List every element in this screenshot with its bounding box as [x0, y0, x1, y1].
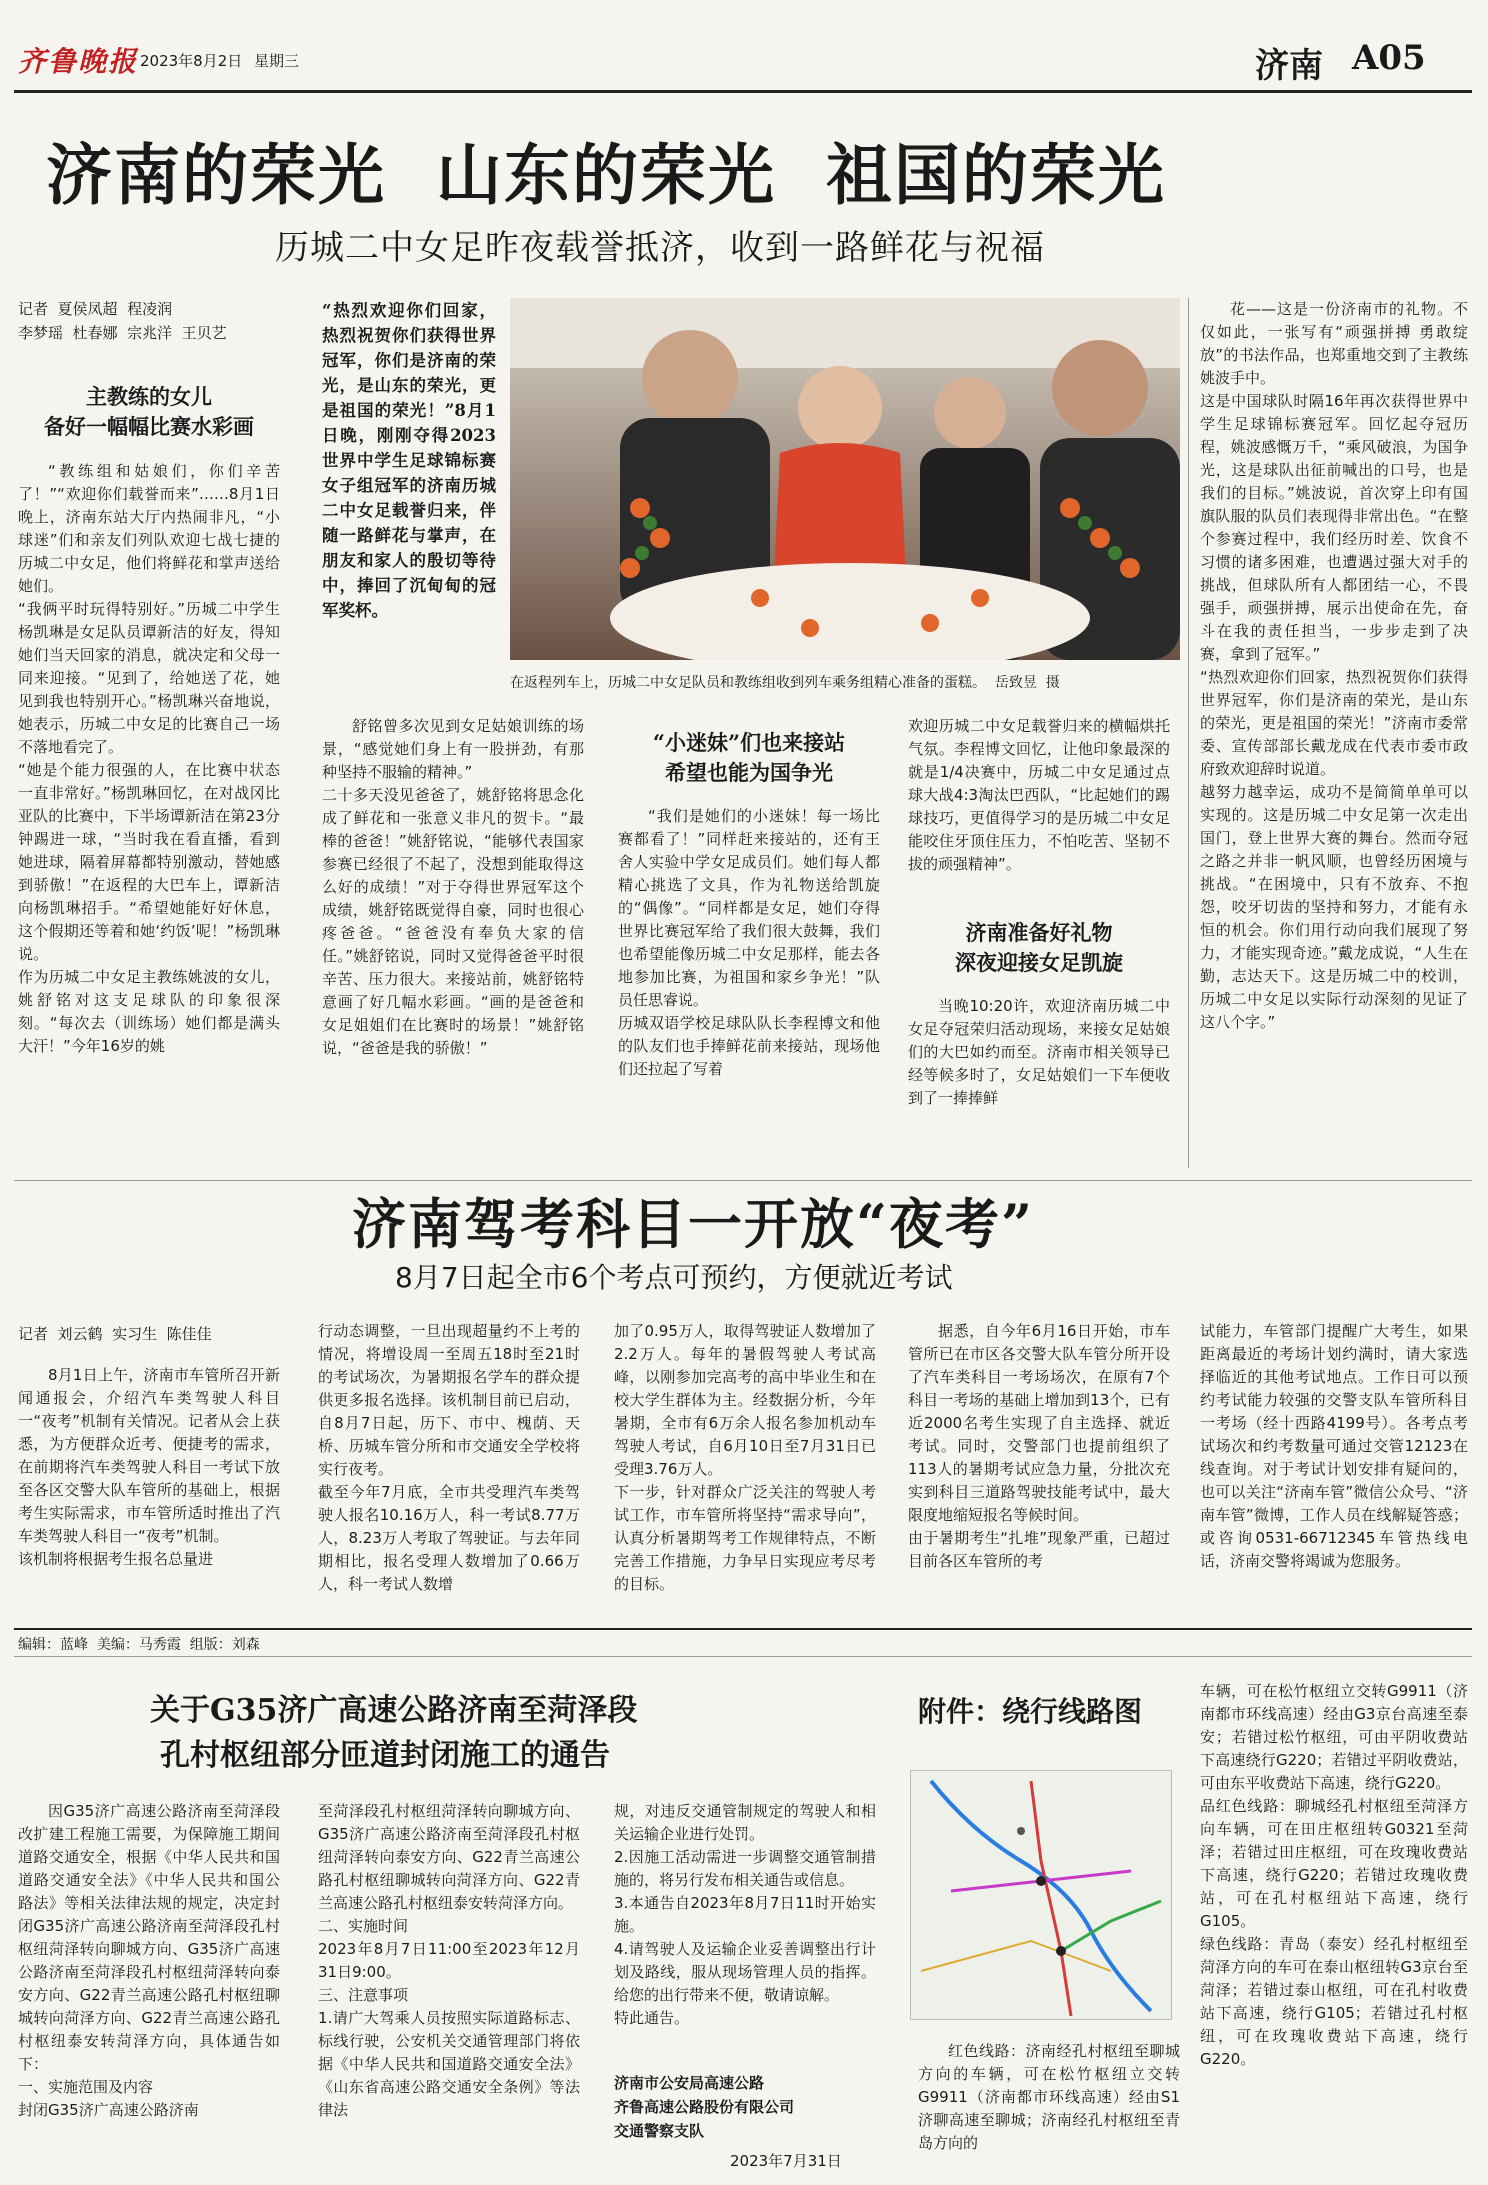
story1-subhead-2: “小迷妹”们也来接站 希望也能为国争光 — [652, 730, 846, 785]
story1-lead: “热烈欢迎你们回家，热烈祝贺你们获得世界冠军，你们是济南的荣光，是山东的荣光，更是祖国的荣光！”8月1日晚，刚刚夺得2023世界中学生足球锦标赛女子组冠军的济南历城二中女足载誉归来，伴随一路鲜花与掌声，在朋友和家人的殷切等待中，捧回了沉甸甸的冠军奖杯。 — [322, 301, 496, 620]
notice-sign-2: 齐鲁高速公路股份有限公司 — [614, 2098, 795, 2116]
notice-headline-2: 孔村枢纽部分匝道封闭施工的通告 — [160, 1738, 610, 1773]
photo-caption: 在返程列车上，历城二中女足队员和教练组收到列车乘务组精心准备的蛋糕。 岳致昱 摄 — [510, 675, 1060, 691]
story1-col4a-text: 欢迎历城二中女足载誉归来的横幅烘托气氛。李程博文回忆，让他印象最深的就是1/4决赛中，历城二中女足通过点球大战4:3淘汰巴西队，“比起她们的踢球技巧，更值得学习的是历城二中女足能咬住牙顶住压力，不怕吃苦、坚韧不拔的顽强精神”。 — [908, 717, 1170, 873]
photo-cake-train — [510, 298, 1180, 660]
story2-col1-text: 8月1日上午，济南市车管所召开新闻通报会，介绍汽车类驾驶人科目一“夜考”机制有关情况。记者从会上获悉，为方便群众近考、便捷考的需求，在前期将汽车类驾驶人科目一考试下放至各区交警大队车管所的基础上，根据考生实际需求，市车管所适时推出了汽车类驾驶人科目一“夜考”机制。 该机制将根据考生报名总量进 — [18, 1366, 280, 1568]
story1-col1 — [18, 460, 280, 1160]
detour-route-map — [911, 1771, 1172, 2020]
story1-col5-text: 花——这是一份济南市的礼物。不仅如此，一张写有“顽强拼搏 勇敢绽放”的书法作品，也郑重地交到了主教练姚波手中。 这是中国球队时隔16年再次获得世界中学生足球锦标赛冠军。回忆起夺冠历程，姚波感慨万千，“乘风破浪，为国争光，这是球队出征前喊出的口号，也是我们的目标。”姚波说，首次穿上印有国旗队服的队员们表现得非常出色。“在整个参赛过程中，我们经历时差、饮食不习惯的诸多困难，也遭遇过强大对手的挑战，但球队所有人都团结一心，不畏强手，顽强拼搏，展示出使命在先，奋斗在我的责任担当，一步步走到了决赛，拿到了冠军。” “热烈欢迎你们回家，热烈祝贺你们获得世界冠军，你们是济南的荣光，是山东的荣光，更是祖国的荣光！”济南市委常委、宣传部部长戴龙成在代表市委市政府致欢迎辞时说道。 越努力越幸运，成功不是简简单单可以实现的。这是历城二中女足第一次走出国门，登上世界大赛的舞台。然而夺冠之路之并非一帆风顺，也曾经历困境与挑战。“在困境中，只有不放弃、不抱怨，咬牙切齿的坚持和努力，才能有永恒的机会。你们用行动向我们展现了努力，才能实现奇迹。”戴龙成说，“人生在勤，志达天下。这是历城二中的校训，历城二中女足以实际行动深刻的见证了这八个字。” — [1200, 300, 1468, 1031]
story1-col1-text: “教练组和姑娘们，你们辛苦了！”“欢迎你们载誉而来”……8月1日晚上，济南东站大厅内热闹非凡，“小球迷”们和亲友们列队欢迎七战七捷的历城二中女足，他们将鲜花和掌声送给她们。 “我俩平时玩得特别好。”历城二中学生杨凯琳是女足队员谭新洁的好友，得知她们当天回家的消息，就决定和父母一同来迎接。“见到了，给她送了花，她见到我也特别开心。”杨凯琳兴奋地说，她表示，历城二中女足的比赛自己一场不落地看完了。 “她是个能力很强的人，在比赛中状态一直非常好。”杨凯琳回忆，在对战冈比亚队的比赛中，下半场谭新洁在第23分钟踢进一球，“当时我在看直播，看到她进球，隔着屏幕都特别激动，替她感到骄傲！”在返程的大巴车上，谭新洁向杨凯琳招手。“希望她能好好休息，这个假期还等着和她‘约饭’呢！”杨凯琳说。 作为历城二中女足主教练姚波的女儿，姚舒铭对这支足球队的印象很深刻。“每次去（训练场）她们都是满头大汗！”今年16岁的姚 — [18, 462, 280, 1055]
notice-col3 — [614, 1800, 876, 2070]
story1-col2 — [322, 715, 584, 1175]
story1-col5 — [1200, 298, 1468, 1178]
story2-subheadline: 8月7日起全市6个考点可预约，方便就近考试 — [395, 1261, 953, 1294]
story1-subheadline: 历城二中女足昨夜载誉抵济，收到一路鲜花与祝福 — [275, 228, 1045, 268]
story2-col3 — [614, 1320, 876, 1626]
masthead-rule — [14, 90, 1472, 93]
newspaper-logo: 齐鲁晚报 — [18, 45, 139, 78]
story2-col3-text: 加了0.95万人，取得驾驶证人数增加了2.2万人。每年的暑假驾驶人考试高峰，以刚参加完高考的高中毕业生和在校大学生群体为主。经数据分析，今年暑期，全市有6万余人报名参加机动车驾驶人考试，自6月10日至7月31日已受理3.76万人。 下一步，针对群众广泛关注的驾驶人考试工作，市车管所将坚持“需求导向”，认真分析暑期驾考工作规律特点，不断完善工作措施，力争早日实现应考尽考的目标。 — [614, 1322, 876, 1593]
story2-col4-text: 据悉，自今年6月16日开始，市车管所已在市区各交警大队车管分所开设了汽车类科目一考场场次，在原有7个科目一考场的基础上增加到13个，已有近2000名考生实现了自主选择、就近考试。同时，交警部门也提前组织了113人的暑期考试应急力量，分批次充实到科目三道路驾驶技能考试中，最大限度地缩短报名等候时间。 由于暑期考生“扎堆”现象严重，已超过目前各区车管所的考 — [908, 1322, 1170, 1570]
detour-map — [910, 1770, 1172, 2020]
story2-col5 — [1200, 1320, 1468, 1626]
story2-headline: 济南驾考科目一开放“夜考” — [352, 1192, 1035, 1256]
notice-sign-date: 2023年7月31日 — [730, 2152, 842, 2170]
story2-col2 — [318, 1320, 580, 1626]
notice-col2 — [318, 1800, 580, 2180]
story1-subhead-1: 主教练的女儿 备好一幅幅比赛水彩画 — [44, 384, 254, 439]
story1-col4b-text: 当晚10:20许，欢迎济南历城二中女足夺冠荣归活动现场，来接女足姑娘们的大巴如约而至。济南市相关领导已经等候多时了，女足姑娘们一下车便收到了一捧捧鲜 — [908, 997, 1170, 1107]
notice-sign-1: 济南市公安局高速公路 — [614, 2074, 765, 2092]
story1-col4b — [908, 995, 1170, 1175]
story1-subhead-3: 济南准备好礼物 深夜迎接女足凯旋 — [955, 920, 1123, 975]
editors-credit: 编辑：蓝峰 美编：马秀霞 组版：刘森 — [18, 1637, 260, 1653]
story1-byline-2: 李梦瑶 杜春娜 宗兆洋 王贝艺 — [18, 324, 227, 342]
attachment-title: 附件：绕行线路图 — [918, 1695, 1143, 1728]
editor-rule-bottom — [14, 1656, 1472, 1657]
story2-col1 — [18, 1364, 280, 1626]
story2-col2-text: 行动态调整，一旦出现超量约不上考的情况，将增设周一至周五18时至21时的考试场次，为暑期报名学车的群众提供更多报名选择。该机制目前已启动，自8月7日起，历下、市中、槐荫、天桥、历城车管分所和市交通安全学校将实行夜考。 截至今年7月底，全市共受理汽车类驾驶人报名10.16万人，科一考试8.77万人，8.23万人考取了驾驶证。与去年同期相比，报名受理人数增加了0.66万人，科一考试人数增 — [318, 1322, 580, 1593]
story2-top-rule — [14, 1180, 1472, 1181]
story2-byline: 记者 刘云鹤 实习生 陈佳佳 — [18, 1325, 212, 1343]
issue-weekday: 星期三 — [254, 52, 300, 70]
notice-headline-1: 关于G35济广高速公路济南至菏泽段 — [150, 1693, 638, 1728]
story1-col3 — [618, 805, 880, 1175]
page-number: A05 — [1352, 38, 1426, 78]
map-caption — [918, 2040, 1180, 2180]
notice-col3-text: 规，对违反交通管制规定的驾驶人和相关运输企业进行处罚。 2.因施工活动需进一步调整交通管制措施的，将另行发布相关通告或信息。 3.本通告自2023年8月7日11时开始实施。 4.请驾驶人及运输企业妥善调整出行计划及路线，服从现场管理人员的指挥。给您的出行带来不便，敬请谅解。 特此通告。 — [614, 1802, 876, 2027]
notice-col1-text: 因G35济广高速公路济南至菏泽段改扩建工程施工需要，为保障施工期间道路交通安全，根据《中华人民共和国道路交通安全法》《中华人民共和国公路法》等相关法律法规的规定，决定封闭G35济广高速公路济南至菏泽段孔村枢纽菏泽转向聊城方向、G35济广高速公路济南至菏泽段孔村枢纽菏泽转向泰安方向、G22青兰高速公路孔村枢纽聊城转向菏泽方向、G22青兰高速公路孔村枢纽泰安转菏泽方向，具体通告如下： 一、实施范围及内容 封闭G35济广高速公路济南 — [18, 1802, 280, 2119]
notice-col5-text: 车辆，可在松竹枢纽立交转G9911（济南都市环线高速）经由G3京台高速至泰安；若错过松竹枢纽，可由平阴收费站下高速绕行G220；若错过平阴收费站，可由东平收费站下高速，绕行G220。 品红色线路：聊城经孔村枢纽至菏泽方向车辆，可在田庄枢纽转G0321至菏泽；若错过田庄枢纽，可在玫瑰收费站下高速，绕行G220；若错过玫瑰收费站，可在孔村枢纽站下高速，绕行G105。 绿色线路：青岛（泰安）经孔村枢纽至菏泽方向的车可在泰山枢纽转G3京台至菏泽；若错过泰山枢纽，可在孔村收费站下高速，绕行G105；若错过孔村枢纽，可在玫瑰收费站下高速，绕行G220。 — [1200, 1682, 1468, 2068]
section-name: 济南 — [1255, 46, 1323, 86]
map-caption-text: 红色线路：济南经孔村枢纽至聊城方向的车辆，可在松竹枢纽立交转G9911（济南都市环线高速）经由S1济聊高速至聊城；济南经孔村枢纽至青岛方向的 — [918, 2042, 1180, 2152]
notice-col1 — [18, 1800, 280, 2180]
story1-byline-1: 记者 夏侯凤超 程凌润 — [18, 300, 173, 318]
notice-col5 — [1200, 1680, 1468, 2180]
story2-col4 — [908, 1320, 1170, 1626]
story2-col5-text: 试能力，车管部门提醒广大考生，如果距离最近的考场计划约满时，请大家选择临近的其他考试地点。工作日可以预约考试能力较强的交警支队车管所科目一考场（经十西路4199号）。各考点考试场次和约考数量可通过交管12123在线查询。对于考试计划安排有疑问的，也可以关注“济南车管”微信公众号、“济南车管”微博，工作人员在线解疑答惑；或咨询0531-66712345车管热线电话，济南交警将竭诚为您服务。 — [1200, 1322, 1468, 1570]
issue-date: 2023年8月2日 — [140, 52, 243, 70]
col-divider-1 — [1188, 298, 1189, 1168]
editor-rule-top — [14, 1628, 1472, 1630]
story1-col2-text: 舒铭曾多次见到女足姑娘训练的场景，“感觉她们身上有一股拼劲，有那种坚持不服输的精神。” 二十多天没见爸爸了，姚舒铭将思念化成了鲜花和一张意义非凡的贺卡。“最棒的爸爸！”姚舒铭说，“能够代表国家参赛已经很了不起了，没想到能取得这么好的成绩！”对于夺得世界冠军这个成绩，姚舒铭既觉得自豪，同时也很心疼爸爸。“爸爸没有奉负大家的信任。”姚舒铭说，同时又觉得爸爸平时很辛苦、压力很大。来接站前，姚舒铭特意画了好几幅水彩画。“画的是爸爸和女足姐姐们在比赛时的场景！”姚舒铭说，“爸爸是我的骄傲！” — [322, 717, 584, 1057]
notice-sign-3: 交通警察支队 — [614, 2122, 705, 2140]
cake-photo — [510, 298, 1180, 660]
story1-headline: 济南的荣光 山东的荣光 祖国的荣光 — [46, 136, 1166, 214]
story1-col4a — [908, 715, 1170, 895]
notice-col2-text: 至菏泽段孔村枢纽菏泽转向聊城方向、G35济广高速公路济南至菏泽段孔村枢纽菏泽转向泰安方向、G22青兰高速公路孔村枢纽聊城转向菏泽方向、G22青兰高速公路孔村枢纽泰安转菏泽方向。 二、实施时间 2023年8月7日11:00至2023年12月31日9:00。 三、注意事项 1.请广大驾乘人员按照实际道路标志、标线行驶，公安机关交通管理部门将依据《中华人民共和国道路交通安全法》《山东省高速公路交通安全条例》等法律法 — [318, 1802, 580, 2119]
story1-col3-text: “我们是她们的小迷妹！每一场比赛都看了！”同样赶来接站的，还有王舍人实验中学女足成员们。她们每人都精心挑选了文具，作为礼物送给凯旋的“偶像”。“同样都是女足，她们夺得世界比赛冠军给了我们很大鼓舞，我们也希望能像历城二中女足那样，能去各地参加比赛，为祖国和家乡争光！”队员任思睿说。 历城双语学校足球队队长李程博文和他的队友们也手捧鲜花前来接站，现场他们还拉起了写着 — [618, 807, 880, 1078]
